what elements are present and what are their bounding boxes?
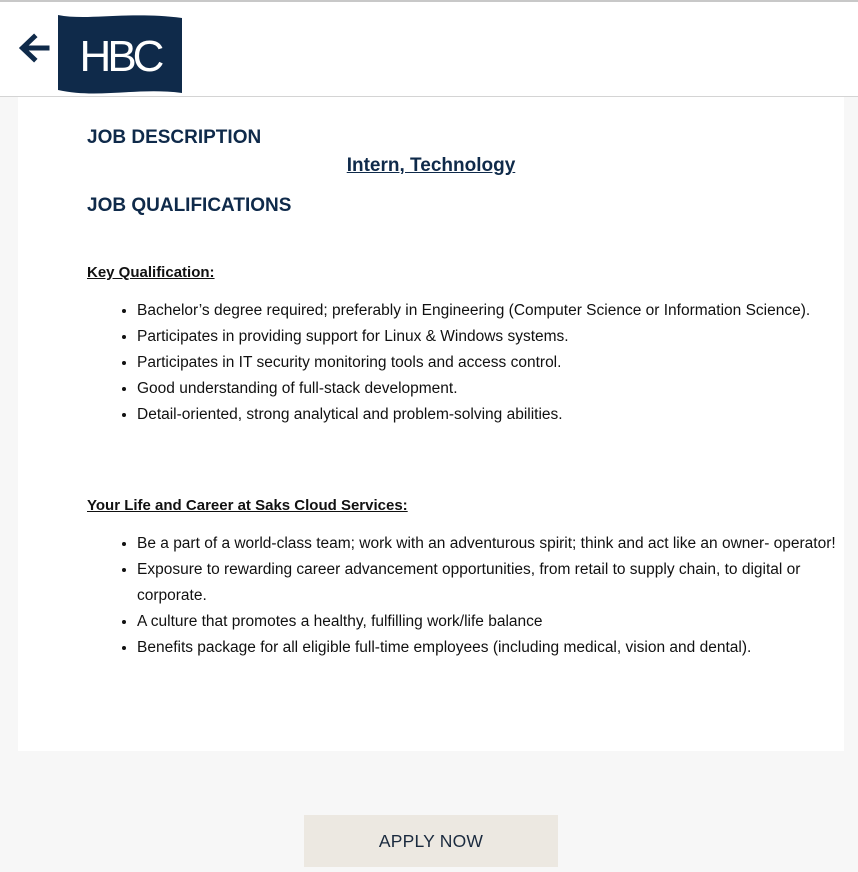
arrow-left-icon <box>14 28 54 68</box>
list-item: • Benefits package for all eligible full-time employees (including medical, vision and dental). <box>137 635 837 661</box>
logo-text: HBC <box>79 32 161 81</box>
list-item: • A culture that promotes a healthy, fulfilling work/life balance <box>137 609 837 635</box>
list-item: • Participates in IT security monitoring tools and access control. <box>137 350 837 376</box>
apply-now-button[interactable]: APPLY NOW <box>304 815 558 867</box>
life-career-list <box>87 531 837 661</box>
hbc-logo[interactable] <box>58 15 182 97</box>
job-qualifications-heading: JOB QUALIFICATIONS <box>87 195 292 216</box>
job-description-heading: JOB DESCRIPTION <box>87 127 262 148</box>
job-details-card <box>18 97 844 751</box>
back-button[interactable] <box>14 28 54 68</box>
list-item: • Exposure to rewarding career advancement opportunities, from retail to supply chain, to digital or corporate. <box>137 557 837 609</box>
life-career-heading: Your Life and Career at Saks Cloud Services: <box>87 497 408 514</box>
hbc-flag-logo-icon <box>58 15 182 97</box>
key-qualification-list <box>87 298 837 428</box>
key-qualification-heading: Key Qualification: <box>87 264 215 281</box>
list-item: • Be a part of a world-class team; work with an adventurous spirit; think and act like an owner- operator! <box>137 531 837 557</box>
list-item: • Detail-oriented, strong analytical and problem-solving abilities. <box>137 402 837 428</box>
top-header <box>0 0 858 97</box>
job-title-link[interactable]: Intern, Technology <box>346 155 516 176</box>
list-item: • Bachelor’s degree required; preferably in Engineering (Computer Science or Information Science). <box>137 298 837 324</box>
list-item: • Participates in providing support for Linux & Windows systems. <box>137 324 837 350</box>
list-item: • Good understanding of full-stack development. <box>137 376 837 402</box>
